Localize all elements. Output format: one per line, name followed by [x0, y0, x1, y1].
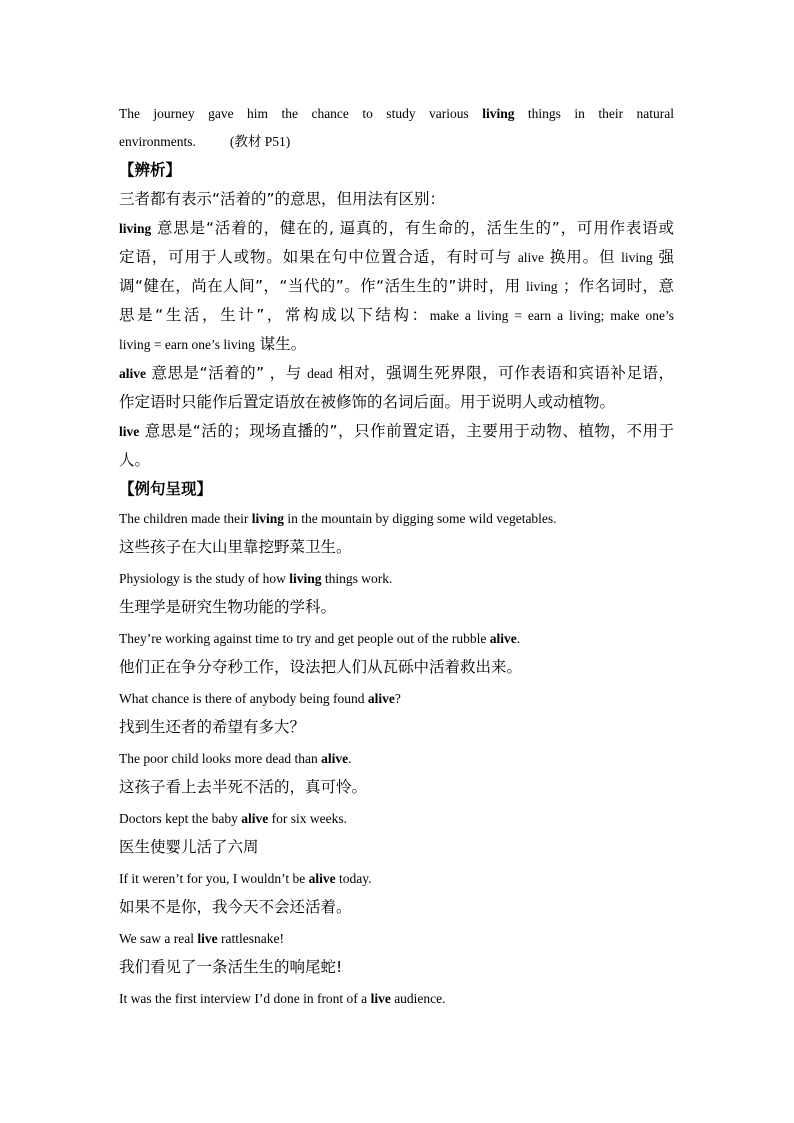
example-text: It was the first interview I’d done in front of a	[119, 991, 371, 1006]
intro-sentence-line2	[119, 128, 674, 156]
living-text: alive	[517, 250, 545, 265]
living-text: living	[525, 279, 558, 294]
live-line1	[119, 417, 674, 446]
example-translation-zh: 找到生还者的希望有多大？	[119, 718, 306, 736]
living-text: 意思是“活着的，健在的, 逼真的，有生命的，活生生的”，可用作表语或	[157, 219, 674, 237]
example-translation-zh: 如果不是你，我今天不会还活着。	[119, 898, 352, 916]
living-line5	[119, 330, 674, 359]
example-translation-zh: 我们看见了一条活生生的响尾蛇!	[119, 958, 343, 976]
example-keyword: living	[251, 511, 284, 526]
intro-text: The journey gave him the chance to study various	[119, 106, 483, 121]
living-text: ；作名词时，意	[557, 277, 674, 295]
example-text: for six weeks.	[268, 811, 347, 826]
example-sentence-en	[119, 564, 674, 593]
example-translation-zh: 这些孩子在大山里靠挖野菜卫生。	[119, 538, 352, 556]
alive-text: 意思是“活着的” ，与	[146, 364, 308, 382]
example-sentence-en	[119, 744, 674, 773]
example-text: What chance is there of anybody being found	[119, 691, 368, 706]
example-keyword: alive	[308, 871, 336, 886]
textbook-reference: (教材 P51)	[229, 134, 291, 149]
intro-text: things in their natural	[514, 106, 675, 121]
alive-text: 相对，强调生死界限，可作表语和宾语补足语，	[332, 364, 674, 382]
example-text: .	[348, 751, 352, 766]
living-line1	[119, 214, 674, 243]
example-text: ?	[394, 691, 401, 706]
alive-line2: 作定语时只能作后置定语放在被修饰的名词后面。用于说明人或动植物。	[119, 393, 616, 411]
example-sentence-en	[119, 504, 674, 533]
example-keyword: alive	[321, 751, 349, 766]
examples-heading: 【例句呈现】	[119, 480, 213, 498]
living-text: 调“健在，尚在人间”，“当代的”。作“活生生的”讲时，用	[119, 277, 526, 295]
intro-sentence-line1	[119, 100, 674, 128]
example-keyword: live	[197, 931, 218, 946]
example-translation-zh: 医生使婴儿活了六周	[119, 838, 259, 856]
example-sentence-en	[119, 804, 674, 833]
example-text: things work.	[321, 571, 393, 586]
alive-line1	[119, 359, 674, 388]
example-text: The children made their	[119, 511, 252, 526]
example-translation-zh: 生理学是研究生物功能的学科。	[119, 598, 337, 616]
term-living: living	[119, 221, 152, 236]
living-text: 定语，可用于人或物。如果在句中位置合适，有时可与	[119, 248, 518, 266]
live-text: 意思是“活的；现场直播的”，只作前置定语，主要用于动物、植物，不用于	[139, 422, 674, 440]
keyword-living: living	[482, 106, 515, 121]
living-text: 谋生。	[254, 335, 307, 353]
example-keyword: alive	[367, 691, 395, 706]
analysis-summary: 三者都有表示“活着的”的意思，但用法有区别：	[119, 190, 446, 208]
example-text: Physiology is the study of how	[119, 571, 290, 586]
example-text: .	[516, 631, 521, 646]
living-text: living = earn one’s living	[119, 337, 255, 352]
example-sentence-en	[119, 924, 674, 953]
example-text: rattlesnake!	[217, 931, 284, 946]
example-translation-zh: 这孩子看上去半死不活的，真可怜。	[119, 778, 368, 796]
alive-text: dead	[307, 366, 333, 381]
living-text: 强	[652, 248, 674, 266]
example-keyword: alive	[489, 631, 517, 646]
living-line3	[119, 272, 674, 301]
term-alive: alive	[119, 366, 146, 381]
example-keyword: alive	[241, 811, 269, 826]
living-text: living	[621, 250, 653, 265]
example-text: The poor child looks more dead than	[119, 751, 322, 766]
example-sentence-en	[119, 684, 674, 713]
example-sentence-en	[119, 984, 674, 1013]
example-keyword: live	[370, 991, 391, 1006]
living-text: 思是“生活，生计”，常构成以下结构：	[119, 306, 430, 324]
examples-list	[119, 504, 674, 1013]
example-text: audience.	[390, 991, 446, 1006]
example-text: We saw a real	[119, 931, 198, 946]
living-line2	[119, 243, 674, 272]
living-text: make a living = earn a living; make one’s	[429, 308, 674, 323]
example-text: Doctors kept the baby	[119, 811, 242, 826]
term-live: live	[119, 424, 140, 439]
example-text: in the mountain by digging some wild vegetables.	[283, 511, 557, 526]
example-keyword: living	[289, 571, 322, 586]
living-text: 换用。但	[544, 248, 622, 266]
example-text: If it weren’t for you, I wouldn’t be	[119, 871, 309, 886]
example-text: They’re working against time to try and get people out of the rubble	[119, 631, 490, 646]
example-text: today.	[335, 871, 372, 886]
analysis-heading: 【辨析】	[119, 161, 182, 179]
live-line2: 人。	[119, 451, 151, 469]
intro-text: environments.	[119, 134, 196, 149]
example-translation-zh: 他们正在争分夺秒工作，设法把人们从瓦砾中活着救出来。	[119, 658, 523, 676]
example-sentence-en	[119, 624, 674, 653]
document-body	[119, 100, 674, 1013]
living-line4	[119, 301, 674, 330]
example-sentence-en	[119, 864, 674, 893]
